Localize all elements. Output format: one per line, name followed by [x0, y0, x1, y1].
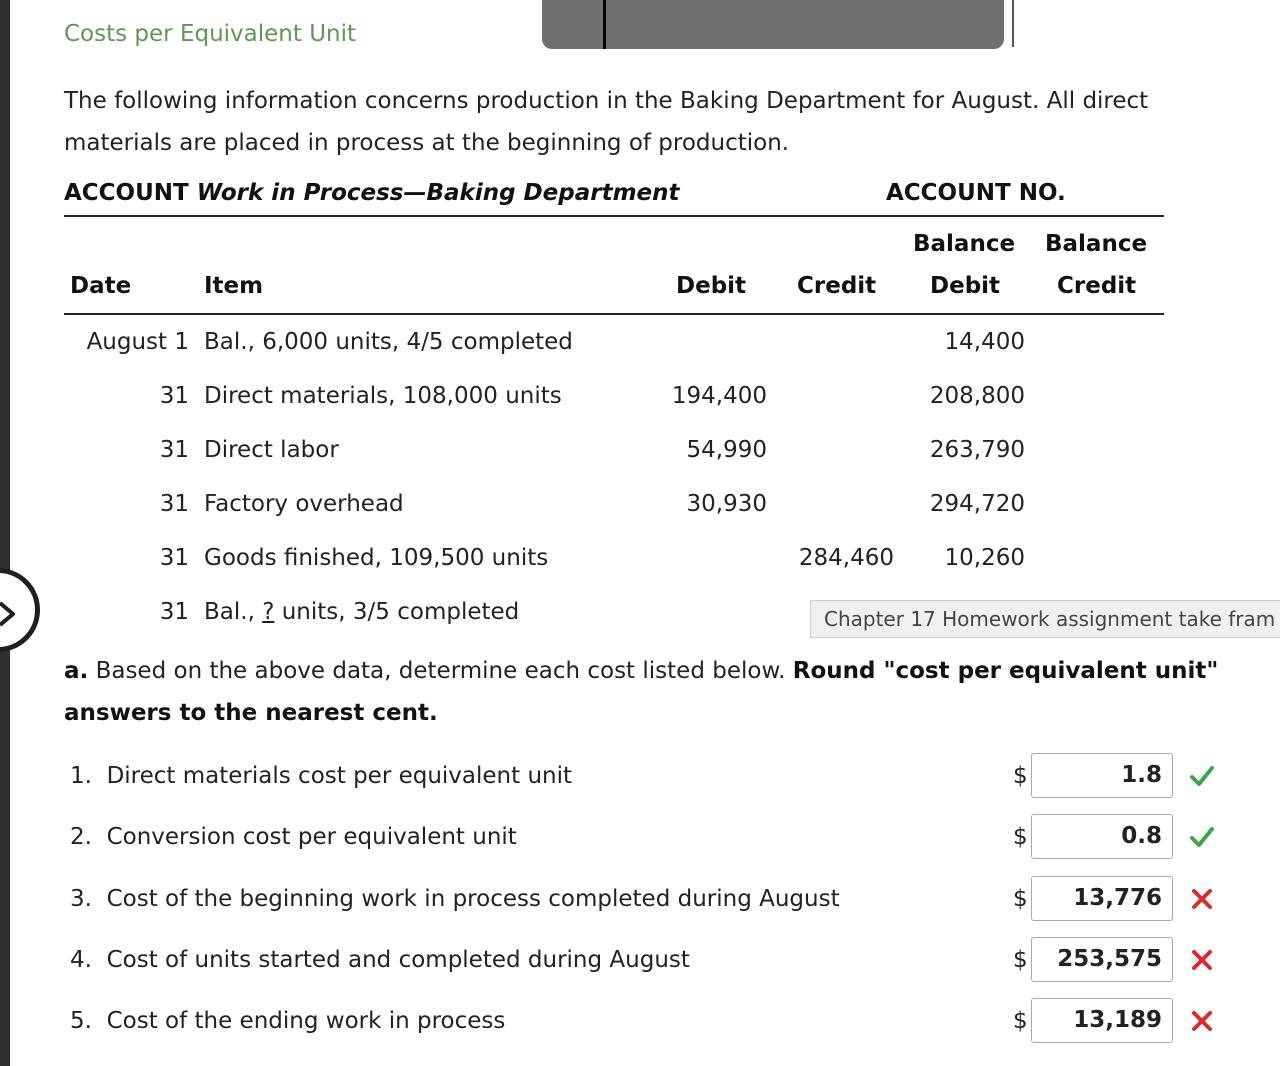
item-text: Direct materials cost per equivalent unit — [106, 763, 573, 789]
header-credit: Credit — [797, 273, 877, 299]
table-header-rule — [64, 313, 1164, 315]
row-balance-debit: 294,720 — [929, 491, 1025, 517]
item-label — [70, 886, 840, 912]
row-item: Direct labor — [204, 437, 339, 463]
toolbar-divider — [603, 0, 606, 49]
answer-input[interactable]: 0.8 — [1031, 814, 1173, 859]
item-text: Cost of the beginning work in process completed during August — [106, 886, 840, 912]
row-item: Bal., 6,000 units, 4/5 completed — [204, 329, 573, 355]
currency-symbol: $ — [1013, 763, 1028, 789]
item-number: 4. — [70, 947, 92, 973]
header-date: Date — [70, 273, 132, 299]
answer-input[interactable]: 253,575 — [1031, 937, 1173, 982]
expand-panel-button[interactable] — [0, 568, 40, 652]
row-balance-debit: 10,260 — [944, 545, 1025, 571]
x-mark-icon — [1188, 885, 1216, 913]
currency-symbol: $ — [1013, 886, 1028, 912]
account-title — [64, 180, 680, 206]
row-item: Direct materials, 108,000 units — [204, 383, 562, 409]
row-item — [204, 599, 519, 625]
row-debit: 194,400 — [671, 383, 767, 409]
intro-text: The following information concerns production in the Baking Department for August. All direct materials are placed in process at the beginning of production. — [64, 88, 1149, 156]
row-item: Factory overhead — [204, 491, 404, 517]
answer-input[interactable]: 13,776 — [1031, 876, 1173, 921]
item-number: 2. — [70, 824, 92, 850]
chevron-right-icon — [0, 601, 17, 627]
question-body: Based on the above data, determine each cost listed below. — [95, 658, 786, 684]
row-date: 31 — [159, 437, 189, 463]
question-instruction: Round "cost per equivalent unit" answers to the nearest cent. — [64, 658, 1219, 726]
answer-input[interactable]: 1.8 — [1031, 753, 1173, 798]
item-label — [70, 824, 517, 850]
top-toolbar — [542, 0, 1004, 49]
header-balance-debit: Debit — [930, 273, 1001, 299]
item-number: 3. — [70, 886, 92, 912]
row-date: 31 — [159, 491, 189, 517]
currency-symbol: $ — [1013, 1008, 1028, 1034]
header-item: Item — [204, 273, 264, 299]
row-balance-debit: 208,800 — [929, 383, 1025, 409]
checkmark-icon — [1188, 823, 1216, 851]
row-item-unknown: ? — [262, 599, 275, 625]
answer-input[interactable]: 13,189 — [1031, 998, 1173, 1043]
item-text: Cost of units started and completed during August — [106, 947, 690, 973]
row-date: 31 — [159, 545, 189, 571]
page-title: Costs per Equivalent Unit — [64, 21, 357, 47]
row-debit: 54,990 — [686, 437, 767, 463]
question-text — [64, 650, 1234, 734]
x-mark-icon — [1188, 1007, 1216, 1035]
row-balance-debit: 14,400 — [944, 329, 1025, 355]
item-label — [70, 763, 572, 789]
row-date: 31 — [159, 599, 189, 625]
row-item: Goods finished, 109,500 units — [204, 545, 549, 571]
row-date: 31 — [159, 383, 189, 409]
header-debit: Debit — [676, 273, 747, 299]
item-label — [70, 947, 690, 973]
account-number-label: ACCOUNT NO. — [886, 180, 1066, 206]
left-border — [0, 0, 10, 1066]
x-mark-icon — [1188, 946, 1216, 974]
row-item-prefix: Bal., — [204, 599, 263, 625]
item-label — [70, 1008, 505, 1034]
header-balance-credit: Credit — [1057, 273, 1137, 299]
row-date: August 1 — [86, 329, 189, 355]
table-top-rule — [64, 215, 1164, 217]
account-label: ACCOUNT — [64, 180, 189, 206]
tooltip: Chapter 17 Homework assignment take fram — [810, 600, 1280, 638]
row-debit: 30,930 — [686, 491, 767, 517]
item-text: Conversion cost per equivalent unit — [106, 824, 517, 850]
currency-symbol: $ — [1013, 824, 1028, 850]
item-number: 1. — [70, 763, 92, 789]
item-text: Cost of the ending work in process — [106, 1008, 506, 1034]
header-balance-credit-top: Balance — [1045, 231, 1148, 257]
question-label: a. — [64, 658, 89, 684]
row-balance-debit: 263,790 — [929, 437, 1025, 463]
toolbar-edge-line — [1012, 0, 1014, 47]
item-number: 5. — [70, 1008, 92, 1034]
row-item-suffix: units, 3/5 completed — [274, 599, 520, 625]
currency-symbol: $ — [1013, 947, 1028, 973]
row-credit: 284,460 — [798, 545, 894, 571]
header-balance-debit-top: Balance — [913, 231, 1016, 257]
checkmark-icon — [1188, 762, 1216, 790]
account-name: Work in Process—Baking Department — [196, 180, 680, 206]
